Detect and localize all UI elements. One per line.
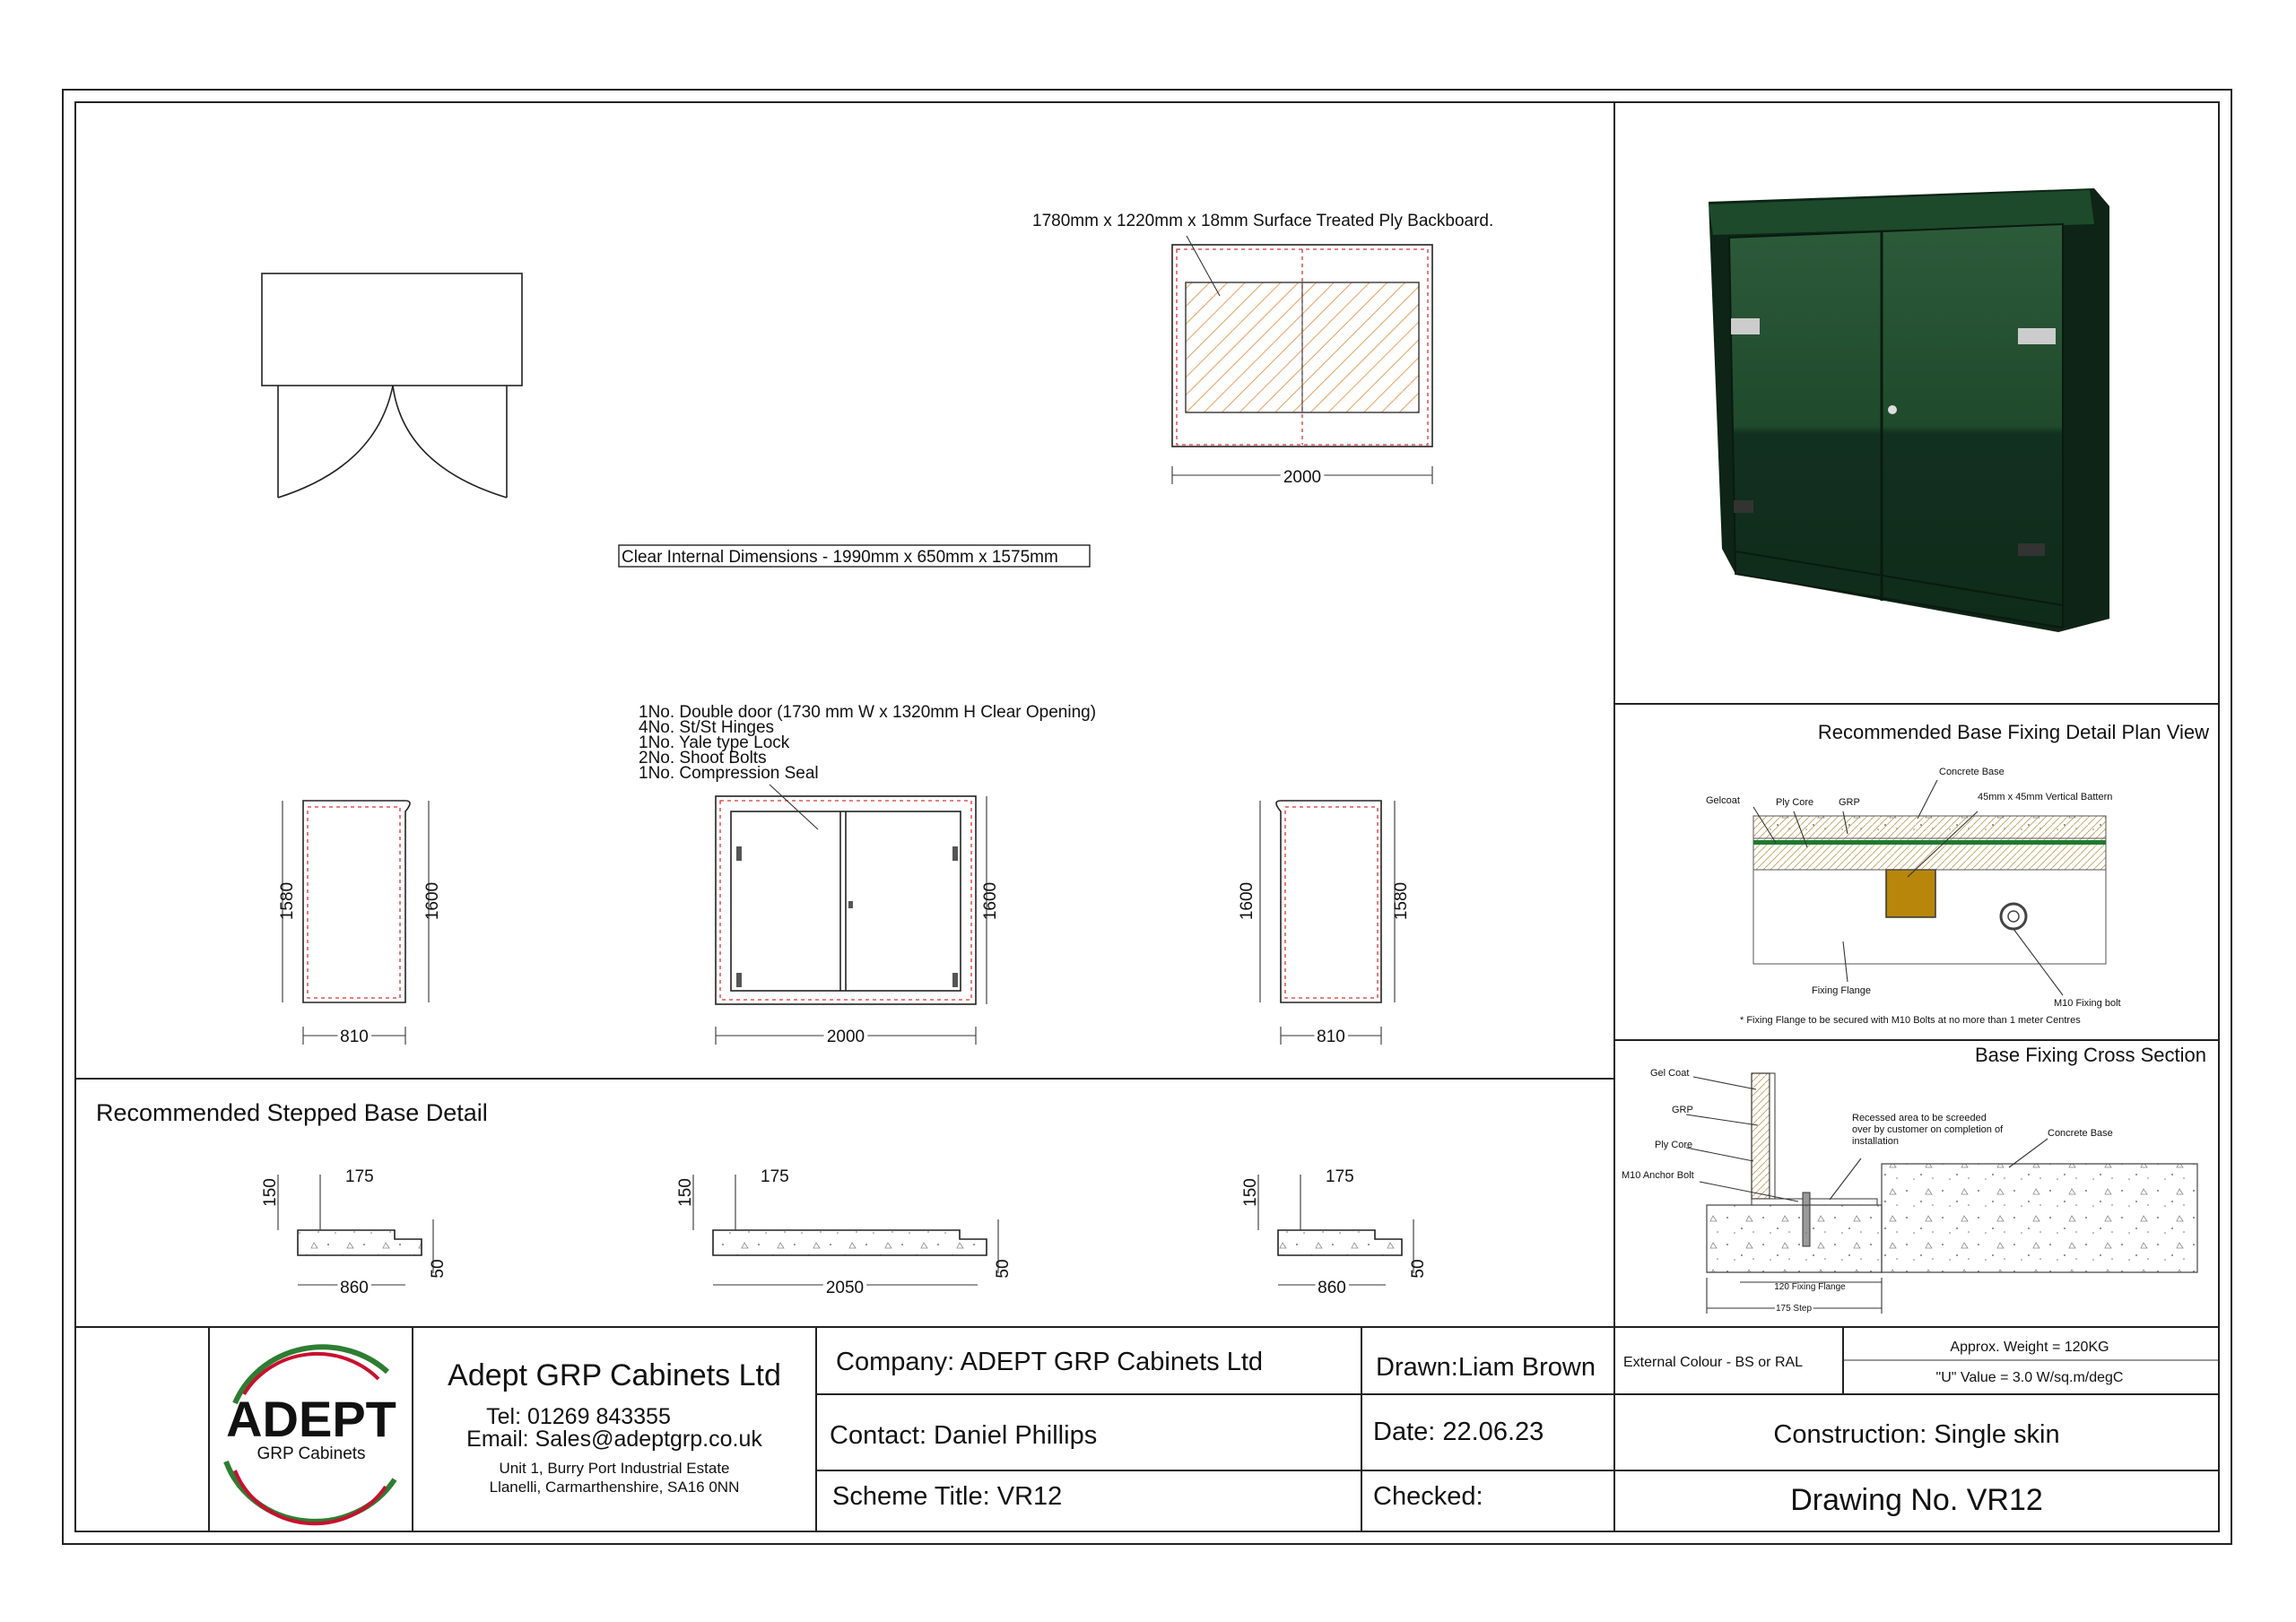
sb1-step: 175 [345,1167,374,1186]
sb1-width: 860 [340,1279,369,1297]
stepped-base-1 [278,1175,433,1285]
sb1-depth: 50 [429,1259,448,1279]
front-width: 2000 [826,1028,865,1046]
plan-gelcoat: Gelcoat [1706,795,1740,806]
sb2-depth: 50 [994,1259,1013,1279]
right-side-elevation [1260,801,1395,1045]
plan-concrete-base: Concrete Base [1939,767,2005,777]
xs-ply-core: Ply Core [1655,1140,1693,1150]
xs-flange: 120 Fixing Flange [1774,1282,1846,1292]
door-spec-5: 1No. Compression Seal [639,764,819,783]
plan-note: * Fixing Flange to be secured with M10 Bolts at no more than 1 meter Centres [1740,1015,2081,1026]
plan-fixing-flange: Fixing Flange [1812,985,1872,996]
company-tel: Tel: 01269 843355 [486,1404,671,1429]
xs-gel-coat: Gel Coat [1650,1068,1690,1079]
tb-checked: Checked: [1373,1482,1483,1511]
tb-contact: Contact: Daniel Phillips [830,1421,1098,1450]
xs-grp: GRP [1672,1105,1693,1115]
tb-drawing-no: Drawing No. VR12 [1790,1483,2043,1517]
left-side-elevation [283,801,429,1045]
stepped-base-2 [693,1175,998,1285]
backboard-note: 1780mm x 1220mm x 18mm Surface Treated Ply Backboard. [1032,212,1494,230]
sb1-height: 150 [261,1178,280,1207]
sb2-width: 2050 [825,1279,865,1297]
tb-drawn: Drawn:Liam Brown [1376,1353,1596,1382]
sb3-height: 150 [1241,1178,1260,1207]
plan-view-sketch [262,273,522,498]
stepped-base-title: Recommended Stepped Base Detail [96,1099,488,1126]
tb-date: Date: 22.06.23 [1373,1418,1544,1446]
company-name: Adept GRP Cabinets Ltd [448,1358,781,1392]
sb3-step: 175 [1326,1167,1354,1186]
right-h-outer: 1600 [1238,881,1257,921]
right-h-inner: 1580 [1392,881,1411,921]
stepped-base-3 [1258,1175,1413,1285]
xs-step: 175 Step [1775,1304,1813,1314]
left-h-inner: 1580 [278,881,297,921]
tb-weight: Approx. Weight = 120KG [1950,1340,2109,1355]
tb-construction: Construction: Single skin [1773,1420,2060,1449]
logo-text: ADEPT [226,1391,396,1447]
plan-ply-core: Ply Core [1776,797,1814,808]
plan-batten: 45mm x 45mm Vertical Battern [1978,792,2113,802]
tb-company: Company: ADEPT GRP Cabinets Ltd [836,1348,1264,1376]
backboard-view [1172,236,1432,484]
door-spec-2: 4No. St/St Hinges [639,718,775,737]
sb3-width: 860 [1318,1279,1346,1297]
door-spec-1: 1No. Double door (1730 mm W x 1320mm H Clear Opening) [639,703,1097,722]
company-addr-2: Llanelli, Carmarthenshire, SA16 0NN [489,1479,740,1496]
cross-section-title: Base Fixing Cross Section [1975,1044,2206,1066]
left-width: 810 [340,1028,369,1046]
tb-u-value: "U" Value = 3.0 W/sq.m/degC [1935,1370,2124,1385]
door-spec-4: 2No. Shoot Bolts [639,749,767,768]
logo-sub: GRP Cabinets [257,1444,366,1463]
company-email: Email: Sales@adeptgrp.co.uk [466,1427,762,1452]
sb2-height: 150 [676,1178,695,1207]
xs-recess-2: over by customer on completion of [1852,1124,2004,1135]
backboard-width: 2000 [1283,468,1322,487]
xs-recess-1: Recessed area to be screeded [1852,1113,1987,1123]
tb-scheme: Scheme Title: VR12 [832,1482,1063,1511]
sb3-depth: 50 [1409,1259,1428,1279]
plan-view-title: Recommended Base Fixing Detail Plan View [1817,721,2209,743]
front-elevation [716,785,987,1045]
plan-fixing-bolt: M10 Fixing bolt [2054,998,2121,1009]
tb-ext-colour: External Colour - BS or RAL [1623,1355,1804,1370]
internal-dims: Clear Internal Dimensions - 1990mm x 650mm x 1575mm [622,548,1058,567]
cross-section-detail [1686,1073,2197,1314]
left-h-outer: 1600 [423,881,442,921]
company-addr-1: Unit 1, Burry Port Industrial Estate [499,1460,730,1477]
sb2-step: 175 [761,1167,789,1186]
plan-grp: GRP [1839,797,1860,808]
xs-anchor-bolt: M10 Anchor Bolt [1622,1170,1694,1181]
xs-recess-3: installation [1852,1136,1899,1147]
right-width: 810 [1317,1028,1345,1046]
plan-fixing-detail [1753,780,2106,995]
door-spec-3: 1No. Yale type Lock [639,733,790,752]
front-height: 1600 [981,881,1000,921]
xs-concrete-base: Concrete Base [2048,1128,2113,1139]
cabinet-render [1709,188,2109,632]
